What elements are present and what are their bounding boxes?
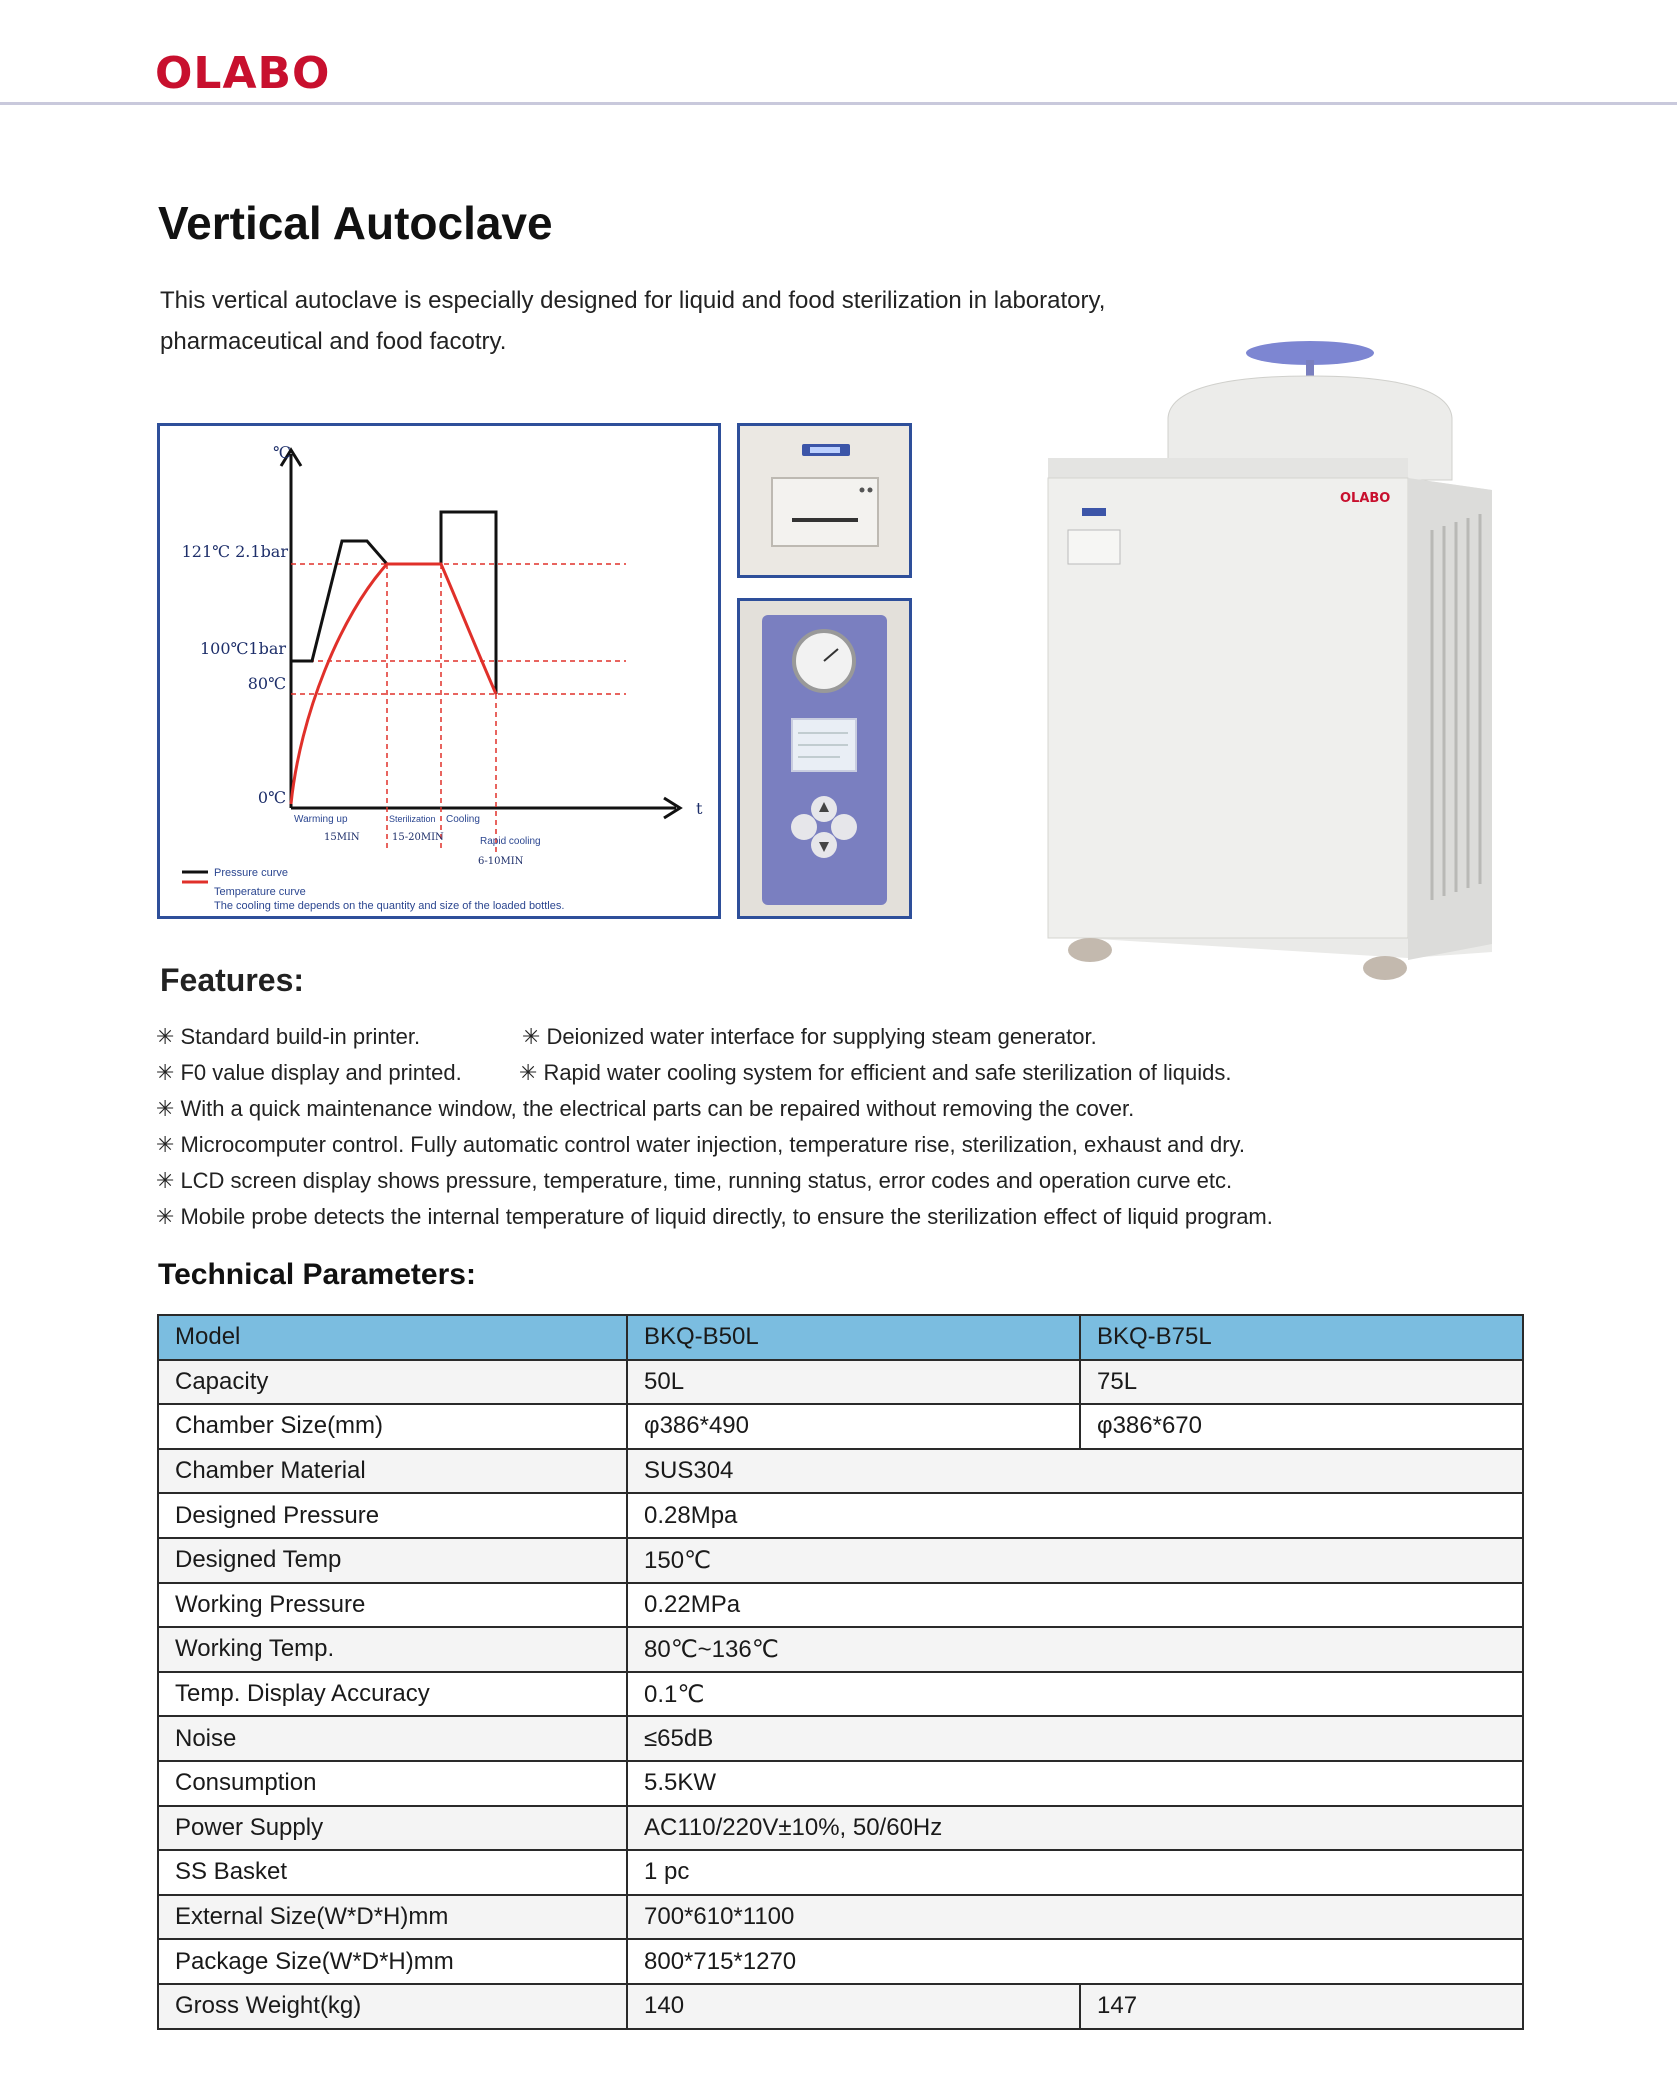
- param-value: ≤65dB: [627, 1716, 1523, 1761]
- asterisk-icon: ✳: [156, 1168, 175, 1193]
- temperature-curve: [291, 564, 496, 804]
- param-value: 150℃: [627, 1538, 1523, 1583]
- param-value: SUS304: [627, 1449, 1523, 1494]
- asterisk-icon: ✳: [156, 1024, 175, 1049]
- header-cell: BKQ-B75L: [1080, 1315, 1523, 1360]
- asterisk-icon: ✳: [522, 1024, 541, 1049]
- param-label: Package Size(W*D*H)mm: [158, 1939, 627, 1984]
- param-value: 800*715*1270: [627, 1939, 1523, 1984]
- table-row: [158, 1493, 1523, 1538]
- header-cell: BKQ-B50L: [627, 1315, 1080, 1360]
- legend-temperature-label: Temperature curve: [214, 886, 306, 898]
- x-axis-unit: t: [696, 799, 703, 818]
- feature-item: ✳ With a quick maintenance window, the electrical parts can be repaired without removing the cover.: [156, 1096, 1135, 1121]
- label-80: 80℃: [247, 674, 286, 693]
- param-label: Noise: [158, 1716, 627, 1761]
- parameters-heading: Technical Parameters:: [158, 1258, 476, 1291]
- param-value: 75L: [1080, 1360, 1523, 1405]
- param-value: φ386*670: [1080, 1404, 1523, 1449]
- param-value: 80℃~136℃: [627, 1627, 1523, 1672]
- param-value: 700*610*1100: [627, 1895, 1523, 1940]
- feature-item: ✳ Standard build-in printer.: [156, 1024, 421, 1049]
- features-heading: Features:: [160, 962, 305, 998]
- param-value: 50L: [627, 1360, 1080, 1405]
- asterisk-icon: ✳: [156, 1060, 175, 1085]
- intro-line-2: pharmaceutical and food facotry.: [160, 328, 507, 355]
- table-row: [158, 1850, 1523, 1895]
- feature-item: ✳ LCD screen display shows pressure, temperature, time, running status, error codes and operation curve etc.: [156, 1168, 1233, 1193]
- table-row: [158, 1449, 1523, 1494]
- table-row: [158, 1761, 1523, 1806]
- table-row: [158, 1939, 1523, 1984]
- diagram-note: The cooling time depends on the quantity and size of the loaded bottles.: [214, 900, 565, 912]
- label-0: 0℃: [257, 788, 286, 807]
- param-label: Designed Pressure: [158, 1493, 627, 1538]
- control-panel-closeup-image: [737, 598, 912, 919]
- param-label: Capacity: [158, 1360, 627, 1405]
- param-label: Chamber Size(mm): [158, 1404, 627, 1449]
- param-label: External Size(W*D*H)mm: [158, 1895, 627, 1940]
- table-row: [158, 1716, 1523, 1761]
- phase-sterilization-label: Sterilization: [389, 814, 436, 824]
- product-logo: OLABO: [1340, 491, 1391, 506]
- phase-cooling-label: Cooling: [446, 814, 480, 825]
- feature-item: ✳ Rapid water cooling system for efficient and safe sterilization of liquids.: [519, 1060, 1232, 1085]
- header-divider: [0, 102, 1677, 105]
- y-axis-unit: ℃: [273, 443, 291, 462]
- asterisk-icon: ✳: [519, 1060, 538, 1085]
- param-label: Temp. Display Accuracy: [158, 1672, 627, 1717]
- phase-rapid-cooling-time: 6-10MIN: [478, 856, 524, 867]
- phase-warming-time: 15MIN: [324, 832, 360, 843]
- param-label: Working Temp.: [158, 1627, 627, 1672]
- param-value: 1 pc: [627, 1850, 1523, 1895]
- table-row: [158, 1360, 1523, 1405]
- phase-warming-label: Warming up: [294, 814, 348, 825]
- param-label: Chamber Material: [158, 1449, 627, 1494]
- sterilization-curve-diagram: [157, 423, 721, 919]
- param-value: 0.28Mpa: [627, 1493, 1523, 1538]
- pressure-curve: [291, 512, 496, 694]
- table-row: [158, 1672, 1523, 1717]
- table-row: [158, 1627, 1523, 1672]
- param-label: Designed Temp: [158, 1538, 627, 1583]
- param-value: 0.22MPa: [627, 1583, 1523, 1628]
- param-value: AC110/220V±10%, 50/60Hz: [627, 1806, 1523, 1851]
- param-label: Consumption: [158, 1761, 627, 1806]
- table-row: [158, 1806, 1523, 1851]
- product-printer-slot: [1068, 530, 1120, 564]
- table-header-row: [158, 1315, 1523, 1360]
- param-label: Power Supply: [158, 1806, 627, 1851]
- table-row: [158, 1404, 1523, 1449]
- label-100: 100℃1bar: [199, 639, 286, 658]
- feature-item: ✳ Deionized water interface for supplying steam generator.: [522, 1024, 1097, 1049]
- asterisk-icon: ✳: [156, 1204, 175, 1229]
- table-row: [158, 1984, 1523, 2029]
- param-value: 0.1℃: [627, 1672, 1523, 1717]
- table-row: [158, 1583, 1523, 1628]
- printer-closeup-image: [737, 423, 912, 578]
- param-label: Gross Weight(kg): [158, 1984, 627, 2029]
- asterisk-icon: ✳: [156, 1132, 175, 1157]
- feature-item: ✳ F0 value display and printed.: [156, 1060, 462, 1085]
- autoclave-product-image: [1040, 340, 1510, 990]
- header-cell: Model: [158, 1315, 627, 1360]
- page-title: Vertical Autoclave: [158, 197, 553, 249]
- parameters-table: [157, 1314, 1524, 2030]
- phase-rapid-cooling-label: Rapid cooling: [480, 836, 541, 847]
- table-row: [158, 1538, 1523, 1583]
- intro-line-1: This vertical autoclave is especially designed for liquid and food sterilization in laboratory,: [160, 287, 1106, 314]
- table-row: [158, 1895, 1523, 1940]
- phase-sterilization-time: 15-20MIN: [392, 832, 444, 843]
- param-value: 147: [1080, 1984, 1523, 2029]
- param-value: 5.5KW: [627, 1761, 1523, 1806]
- feature-item: ✳ Microcomputer control. Fully automatic control water injection, temperature rise, sterilization, exhaust and dry.: [156, 1132, 1246, 1157]
- asterisk-icon: ✳: [156, 1096, 175, 1121]
- param-label: Working Pressure: [158, 1583, 627, 1628]
- param-label: SS Basket: [158, 1850, 627, 1895]
- legend-pressure-label: Pressure curve: [214, 867, 288, 879]
- brand-logo: OLABO: [155, 48, 331, 99]
- param-value: φ386*490: [627, 1404, 1080, 1449]
- param-value: 140: [627, 1984, 1080, 2029]
- feature-item: ✳ Mobile probe detects the internal temperature of liquid directly, to ensure the sterilization effect of liquid program.: [156, 1204, 1273, 1229]
- label-121: 121℃ 2.1bar: [181, 542, 288, 561]
